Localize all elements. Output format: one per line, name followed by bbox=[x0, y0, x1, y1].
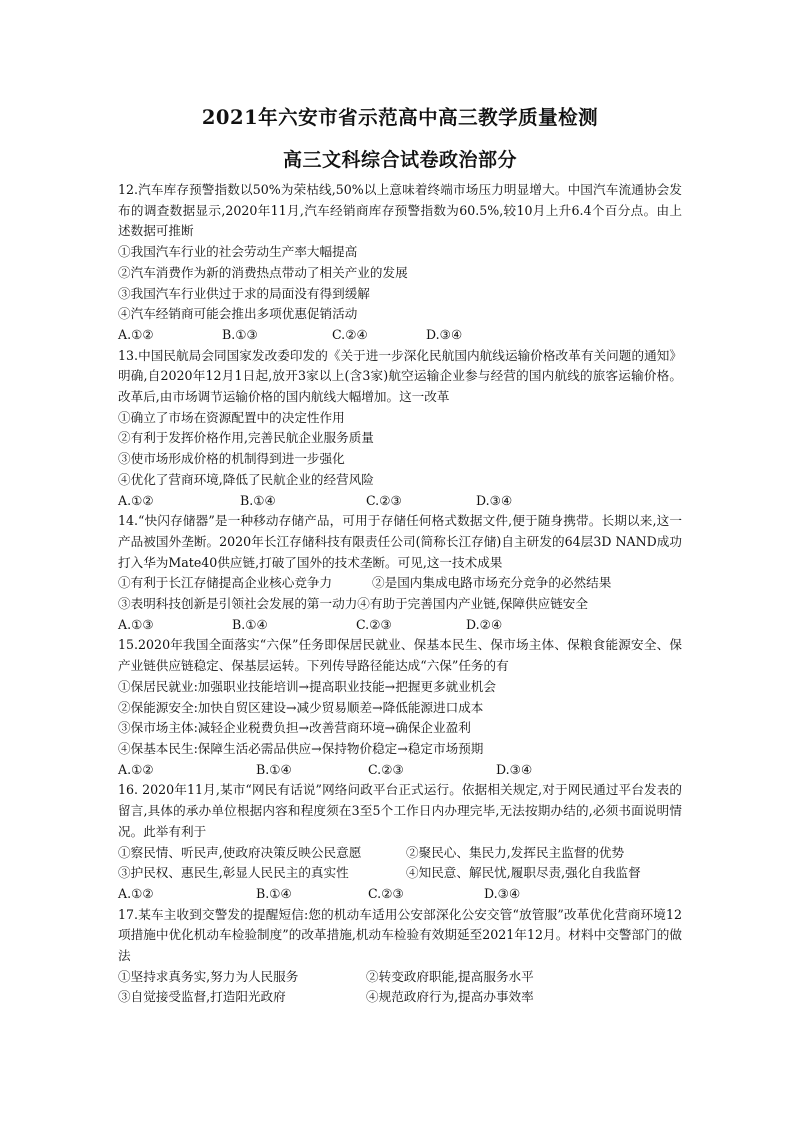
answer-d: D.②④ bbox=[466, 616, 503, 632]
option-4: ④保基本民生:保障生活必需品供应→保持物价稳定→稳定市场预期 bbox=[118, 740, 484, 756]
question-stem: 15.2020年我国全面落实“六保”任务即保居民就业、保基本民生、保市场主体、保粮食能源安全、保产业链供应链稳定、保基层运转。下列传导路径能达成“六保”任务的有 bbox=[118, 637, 682, 674]
answer-choices bbox=[118, 760, 682, 781]
question-12 bbox=[118, 180, 682, 346]
option-row bbox=[118, 987, 682, 1008]
option-1: ①确立了市场在资源配置中的决定性作用 bbox=[118, 409, 345, 425]
question-13 bbox=[118, 346, 682, 512]
answer-c: C.②④ bbox=[332, 326, 368, 342]
answer-b: B.①④ bbox=[240, 492, 276, 508]
option-3: ③保市场主体:减轻企业税费负担→改善营商环境→确保企业盈利 bbox=[118, 720, 471, 736]
question-16 bbox=[118, 780, 682, 904]
option-2: ②汽车消费作为新的消费热点带动了相关产业的发展 bbox=[118, 264, 408, 280]
answer-choices bbox=[118, 884, 682, 905]
option-4: ④有助于完善国内产业链,保障供应链安全 bbox=[357, 596, 588, 612]
option-1: ①我国汽车行业的社会劳动生产率大幅提高 bbox=[118, 244, 358, 260]
exam-title: 2021年六安市省示范高中高三教学质量检测 bbox=[201, 106, 599, 129]
option-1: ①察民情、听民声,使政府决策反映公民意愿 bbox=[118, 844, 362, 860]
option-2: ②转变政府职能,提高服务水平 bbox=[366, 968, 534, 984]
option-2: ②保能源安全:加快自贸区建设→减少贸易顺差→降低能源进口成本 bbox=[118, 699, 484, 715]
answer-b: B.①④ bbox=[256, 761, 292, 777]
answer-choices bbox=[118, 491, 682, 512]
answer-choices bbox=[118, 325, 682, 346]
answer-a: A.①② bbox=[118, 885, 154, 901]
option-3: ③我国汽车行业供过于求的局面没有得到缓解 bbox=[118, 285, 370, 301]
option-3: ③自觉接受监督,打造阳光政府 bbox=[118, 989, 286, 1005]
option-3: ③使市场形成价格的机制得到进一步强化 bbox=[118, 451, 345, 467]
answer-a: A.①② bbox=[118, 326, 154, 342]
question-stem: 17.某车主收到交警发的提醒短信:您的机动车适用公安部深化公安交管“放管服”改革优化营商环境12项措施中优化机动车检验制度”的改革措施,机动车检验有效期延至2021年12月。材料中交警部门的做法 bbox=[118, 906, 682, 964]
answer-a: A.①② bbox=[118, 492, 154, 508]
question-stem: 16. 2020年11月,某市“网民有话说”网络问政平台正式运行。依据相关规定,对于网民通过平台发表的留言,具体的承办单位根据内容和程度须在3至5个工作日内办理完毕,无法按期办结的,必须书面说明情况。此举有利于 bbox=[118, 782, 682, 839]
question-15 bbox=[118, 635, 682, 780]
answer-c: C.②③ bbox=[368, 885, 404, 901]
answer-b: B.①④ bbox=[232, 616, 268, 632]
answer-choices bbox=[118, 615, 682, 636]
option-row bbox=[118, 863, 682, 884]
option-1: ①保居民就业:加强职业技能培训→提高职业技能→把握更多就业机会 bbox=[118, 678, 496, 694]
answer-c: C.②③ bbox=[368, 761, 404, 777]
option-3: ③护民权、惠民生,彰显人民民主的真实性 bbox=[118, 865, 349, 881]
answer-d: D.③④ bbox=[476, 492, 513, 508]
option-4: ④知民意、解民忧,履职尽责,强化自我监督 bbox=[406, 865, 641, 881]
answer-c: C.②③ bbox=[366, 492, 402, 508]
answer-c: C.②③ bbox=[356, 616, 392, 632]
option-row bbox=[118, 967, 682, 988]
option-1: ①坚持求真务实,努力为人民服务 bbox=[118, 968, 299, 984]
option-2: ②是国内集成电路市场充分竞争的必然结果 bbox=[372, 575, 612, 591]
question-stem: 12.汽车库存预警指数以50%为荣枯线,50%以上意味着终端市场压力明显增大。中国汽车流通协会发布的调查数据显示,2020年11月,汽车经销商库存预警指数为60.5%,较10月上升6.4个百分点。由上述数据可推断 bbox=[118, 182, 682, 239]
option-1: ①有利于长江存储提高企业核心竞争力 bbox=[118, 575, 333, 591]
exam-subtitle: 高三文科综合试卷政治部分 bbox=[282, 149, 517, 171]
answer-a: A.①③ bbox=[118, 616, 154, 632]
option-row bbox=[118, 573, 682, 594]
option-3: ③表明科技创新是引领社会发展的第一动力 bbox=[118, 596, 358, 612]
answer-b: B.①④ bbox=[256, 885, 292, 901]
option-4: ④汽车经销商可能会推出多项优惠促销活动 bbox=[118, 306, 358, 322]
answer-d: D.③④ bbox=[496, 761, 533, 777]
option-4: ④规范政府行为,提高办事效率 bbox=[366, 989, 534, 1005]
option-row bbox=[118, 594, 682, 615]
exam-page bbox=[118, 104, 682, 1008]
question-17 bbox=[118, 905, 682, 1009]
answer-b: B.①③ bbox=[222, 326, 258, 342]
answer-a: A.①② bbox=[118, 761, 154, 777]
option-2: ②有利于发挥价格作用,完善民航企业服务质量 bbox=[118, 430, 374, 446]
question-14 bbox=[118, 511, 682, 635]
answer-d: D.③④ bbox=[484, 885, 521, 901]
question-stem: 14.“快闪存储器”是一种移动存储产品，可用于存储任何格式数据文件,便于随身携带。长期以来,这一产品被国外垄断。2020年长江存储科技有限责任公司(简称长江存储)自主研发的64层3D NAND成功打入华为Mate40供应链,打破了国外的技术垄断。可见,这一技术成果 bbox=[118, 513, 682, 570]
answer-d: D.③④ bbox=[426, 326, 463, 342]
option-2: ②聚民心、集民力,发挥民主监督的优势 bbox=[406, 844, 625, 860]
option-row bbox=[118, 843, 682, 864]
question-stem: 13.中国民航局会同国家发改委印发的《关于进一步深化民航国内航线运输价格改革有关问题的通知》明确,自2020年12月1日起,放开3家以上(含3家)航空运输企业参与经营的国内航线的旅客运输价格。改革后,由市场调节运输价格的国内航线大幅增加。这一改革 bbox=[118, 347, 682, 405]
option-4: ④优化了营商环境,降低了民航企业的经营风险 bbox=[118, 471, 374, 487]
